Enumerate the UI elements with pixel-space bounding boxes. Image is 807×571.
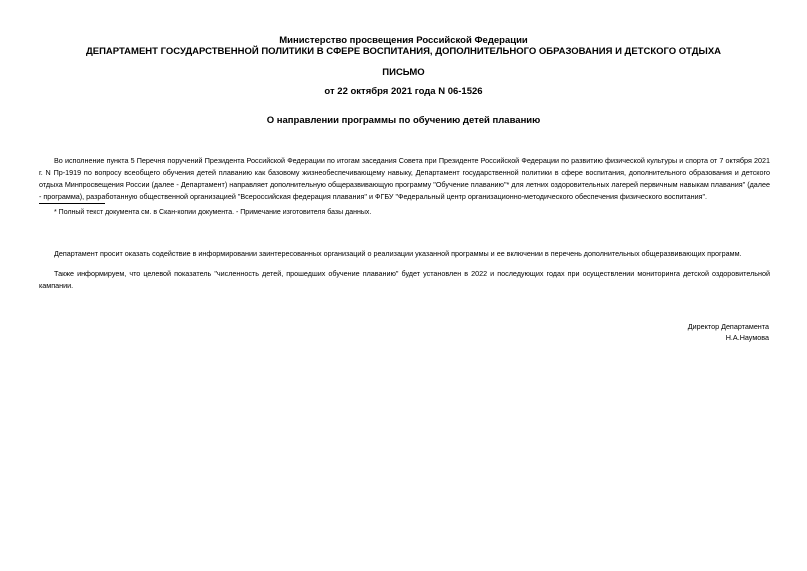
footnote-text: * Полный текст документа см. в Скан-копии документа. - Примечание изготовителя базы данных. (54, 209, 372, 216)
signature-title: Директор Департамента (687, 322, 769, 331)
document-type: ПИСЬМО (382, 67, 425, 78)
body-paragraph-2: Департамент просит оказать содействие в информировании заинтересованных организаций о реализации указанной программы и ее включении в перечень дополнительных общеразвивающих программ. (54, 249, 742, 258)
department-name: ДЕПАРТАМЕНТ ГОСУДАРСТВЕННОЙ ПОЛИТИКИ В СФЕРЕ ВОСПИТАНИЯ, ДОПОЛНИТЕЛЬНОГО ОБРАЗОВАНИЯ И ДЕТСКОГО ОТДЫХА (85, 46, 722, 57)
signature-name: Н.А.Наумова (725, 333, 769, 342)
document-subject: О направлении программы по обучению детей плаванию (266, 115, 541, 126)
body-paragraph-3: Также информируем, что целевой показатель "численность детей, прошедших обучение плаванию" будет установлен в 2022 и последующих годах при осуществлении мониторинга детской оздоровительной кампании. (39, 269, 770, 290)
footnote-divider (39, 203, 105, 204)
ministry-name: Министерство просвещения Российской Федерации (279, 35, 528, 46)
document-date-number: от 22 октября 2021 года N 06-1526 (324, 86, 483, 97)
body-paragraph-1: Во исполнение пункта 5 Перечня поручений Президента Российской Федерации по итогам заседания Совета при Президенте Российской Федерации по развитию физической культуры и спорта от 7 октября 2021 г. N Пр-1919 по вопросу всеобщего обучения детей плаванию как базовому жизнеобеспечивающему навыку, Департамент государственной политики в сфере воспитания, дополнительного образования и детского отдыха Минпросвещения России (далее - Департамент) направляет дополнительную общеразвивающую программу "Обучение плаванию"* для летних оздоровительных лагерей первичным навыкам плавания" (далее - программа), разработанную общественной организацией "Всероссийская федерация плавания" и ФГБУ "Федеральный центр организационно-методического обеспечения физического воспитания". (39, 156, 770, 201)
